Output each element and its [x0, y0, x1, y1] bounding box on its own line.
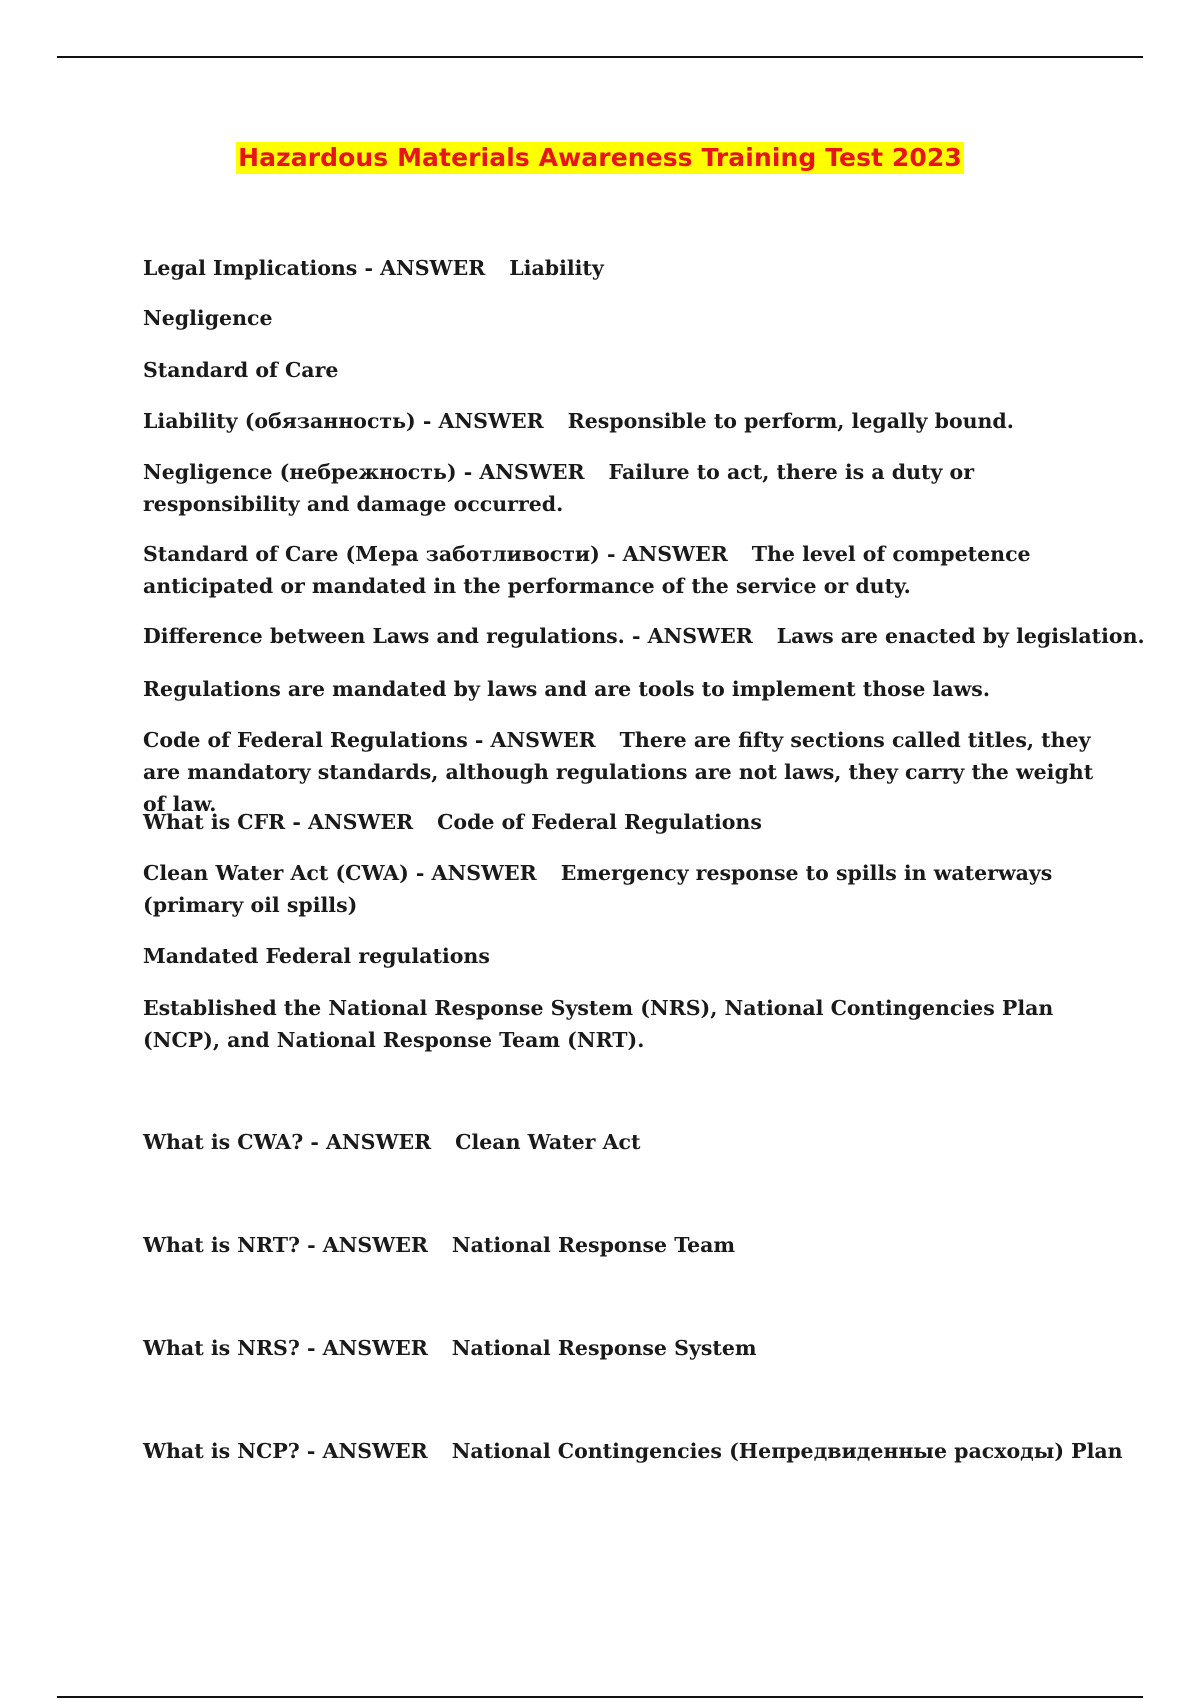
text-item-3	[143, 354, 1103, 386]
qa-item-1	[143, 252, 1103, 284]
question: What is NCP? - ANSWER	[143, 1439, 428, 1463]
answer: Failure to act, there is a duty or responsibility and damage occurred.	[143, 460, 975, 516]
answer: National Contingencies (Непредвиденные расходы) Plan	[451, 1439, 1123, 1463]
text-item-8	[143, 673, 1103, 705]
qa-item-5	[143, 456, 1103, 520]
answer: Responsible to perform, legally bound.	[567, 409, 1014, 433]
question: Negligence (небрежность) - ANSWER	[143, 460, 585, 484]
question: Code of Federal Regulations - ANSWER	[143, 728, 596, 752]
top-rule	[57, 56, 1143, 58]
text-item-2	[143, 302, 1103, 334]
question: What is CWA? - ANSWER	[143, 1130, 432, 1154]
qa-item-16	[143, 1332, 1103, 1364]
question: What is NRS? - ANSWER	[143, 1336, 428, 1360]
answer: There are fifty sections called titles, they are mandatory standards, although regulations are not laws, they carry the weight of law.	[143, 728, 1094, 816]
question: Liability (обязанность) - ANSWER	[143, 409, 544, 433]
qa-item-7	[143, 620, 1145, 652]
qa-item-14	[143, 1126, 1103, 1158]
answer: Code of Federal Regulations	[437, 810, 762, 834]
bottom-rule	[57, 1696, 1143, 1698]
question: Clean Water Act (CWA) - ANSWER	[143, 861, 537, 885]
qa-item-15	[143, 1229, 1103, 1261]
answer: Laws are enacted by legislation.	[776, 624, 1145, 648]
text-item-12	[143, 940, 1103, 972]
text-item-13	[143, 992, 1103, 1056]
answer: The level of competence anticipated or mandated in the performance of the service or duty.	[143, 542, 1031, 598]
qa-item-4	[143, 405, 1103, 437]
title-container	[0, 142, 1200, 174]
answer: National Response System	[451, 1336, 757, 1360]
answer: Liability	[509, 256, 604, 280]
question: Standard of Care (Мера заботливости) - ANSWER	[143, 542, 728, 566]
qa-item-6	[143, 538, 1103, 602]
qa-item-10	[143, 806, 1103, 838]
document-title: Hazardous Materials Awareness Training Test 2023	[238, 143, 962, 172]
answer: National Response Team	[451, 1233, 736, 1257]
answer: Emergency response to spills in waterways (primary oil spills)	[143, 861, 1053, 917]
qa-item-17	[143, 1435, 1123, 1467]
question: What is CFR - ANSWER	[143, 810, 414, 834]
question: Difference between Laws and regulations. - ANSWER	[143, 624, 753, 648]
text-line: Negligence	[143, 306, 273, 330]
qa-item-11	[143, 857, 1103, 921]
answer: Clean Water Act	[455, 1130, 641, 1154]
question: Legal Implications - ANSWER	[143, 256, 486, 280]
text-line: Standard of Care	[143, 358, 339, 382]
text-line: Mandated Federal regulations	[143, 944, 490, 968]
text-line: Regulations are mandated by laws and are tools to implement those laws.	[143, 677, 990, 701]
text-line: Established the National Response System (NRS), National Contingencies Plan (NCP), and National Response Team (NRT).	[143, 996, 1054, 1052]
question: What is NRT? - ANSWER	[143, 1233, 428, 1257]
